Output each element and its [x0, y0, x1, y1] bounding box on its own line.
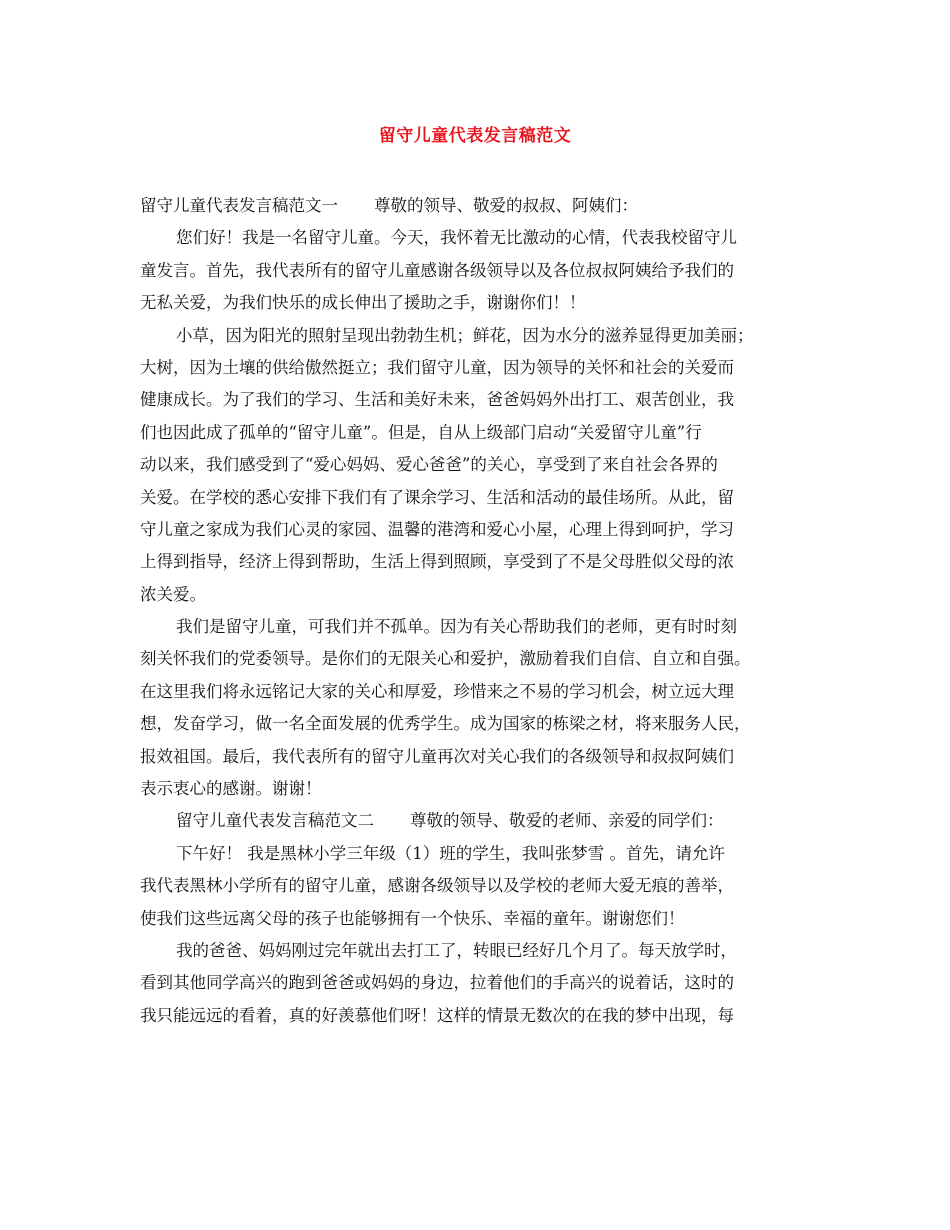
- text-line: [140, 546, 816, 578]
- text-line-content: 我代表黑林小学所有的留守儿童，感谢各级领导以及学校的老师大爱无痕的善举，: [140, 876, 734, 896]
- document-title: 留守儿童代表发言稿范文: [378, 126, 572, 146]
- text-line: [140, 838, 816, 870]
- text-line: [140, 741, 816, 773]
- text-line-content: 动以来，我们感受到了“爱心妈妈、爱心爸爸”的关心，享受到了来自社会各界的: [140, 455, 718, 475]
- text-line-content: 留守儿童代表发言稿范文一: [140, 196, 338, 215]
- text-line: [140, 384, 816, 416]
- text-line-content: 表示衷心的感谢。谢谢！: [140, 779, 322, 799]
- text-line-content: 刻关怀我们的党委领导。是你们的无限关心和爱护，激励着我们自信、自立和自强。: [140, 649, 751, 669]
- salutation-text: 尊敬的领导、敬爱的叔叔、阿姨们：: [374, 196, 638, 215]
- text-line: [140, 611, 816, 643]
- text-line-content: 留守儿童代表发言稿范文二: [176, 811, 374, 831]
- text-line: [140, 935, 816, 967]
- text-line-content: 童发言。首先，我代表所有的留守儿童感谢各级领导以及各位叔叔阿姨给予我们的: [140, 260, 734, 280]
- text-line-content: 浓关爱。: [140, 584, 206, 604]
- text-line: [140, 352, 816, 384]
- text-line: [140, 190, 816, 222]
- text-line-content: 我只能远远的看着，真的好羡慕他们呀！这样的情景无数次的在我的梦中出现，每: [140, 1005, 734, 1025]
- text-line-content: 我们是留守儿童，可我们并不孤单。因为有关心帮助我们的老师，更有时时刻: [176, 617, 737, 637]
- text-line: [140, 417, 816, 449]
- text-line-content: 报效祖国。最后，我代表所有的留守儿童再次对关心我们的各级领导和叔叔阿姨们: [140, 746, 734, 766]
- text-line: [140, 676, 816, 708]
- text-line: [140, 222, 816, 254]
- document-body: [140, 190, 816, 1032]
- text-line-content: 想，发奋学习，做一名全面发展的优秀学生。成为国家的栋梁之材，将来服务人民，: [140, 714, 751, 734]
- salutation-text: 尊敬的领导、敬爱的老师、亲爱的同学们：: [410, 811, 724, 831]
- text-line: [140, 449, 816, 481]
- text-line: [140, 643, 816, 675]
- text-line-content: 使我们这些远离父母的孩子也能够拥有一个快乐、幸福的童年。谢谢您们！: [140, 908, 685, 928]
- text-line-content: 健康成长。为了我们的学习、生活和美好未来，爸爸妈妈外出打工、艰苦创业，我: [140, 390, 734, 410]
- text-line: [140, 255, 816, 287]
- text-line-content: 上得到指导，经济上得到帮助，生活上得到照顾，享受到了不是父母胜似父母的浓: [140, 552, 734, 572]
- text-line-content: 小草，因为阳光的照射呈现出勃勃生机；鲜花，因为水分的滋养显得更加美丽；: [176, 325, 754, 345]
- text-line-content: 看到其他同学高兴的跑到爸爸或妈妈的身边，拉着他们的手高兴的说着话，这时的: [140, 973, 734, 993]
- text-line-content: 我的爸爸、妈妈刚过完年就出去打工了，转眼已经好几个月了。每天放学时，: [176, 940, 737, 960]
- text-line-content: 下午好！ 我是黑林小学三年级（1）班的学生，我叫张梦雪 。首先，请允许: [176, 843, 725, 863]
- text-line: [140, 903, 816, 935]
- text-line: [140, 773, 816, 805]
- text-line: [140, 870, 816, 902]
- text-line-content: 大树，因为土壤的供给傲然挺立；我们留守儿童，因为领导的关怀和社会的关爱而: [140, 357, 734, 377]
- text-line: [140, 708, 816, 740]
- text-line-content: 守儿童之家成为我们心灵的家园、温馨的港湾和爱心小屋，心理上得到呵护，学习: [140, 519, 734, 539]
- text-line: [140, 482, 816, 514]
- text-line-content: 们也因此成了孤单的“留守儿童”。但是，自从上级部门启动“关爱留守儿童”行: [140, 422, 702, 442]
- text-line: [140, 320, 816, 352]
- text-line-content: 您们好！我是一名留守儿童。今天，我怀着无比激动的心情，代表我校留守儿: [176, 228, 737, 248]
- text-line-content: 在这里我们将永远铭记大家的关心和厚爱，珍惜来之不易的学习机会，树立远大理: [140, 681, 734, 701]
- text-line: [140, 805, 816, 837]
- text-line: [140, 579, 816, 611]
- text-line: [140, 514, 816, 546]
- text-line: [140, 287, 816, 319]
- text-line: [140, 967, 816, 999]
- text-line-content: 关爱。在学校的悉心安排下我们有了课余学习、生活和活动的最佳场所。从此，留: [140, 487, 734, 507]
- text-line: [140, 1000, 816, 1032]
- text-line-content: 无私关爱，为我们快乐的成长伸出了援助之手，谢谢你们！！: [140, 293, 586, 313]
